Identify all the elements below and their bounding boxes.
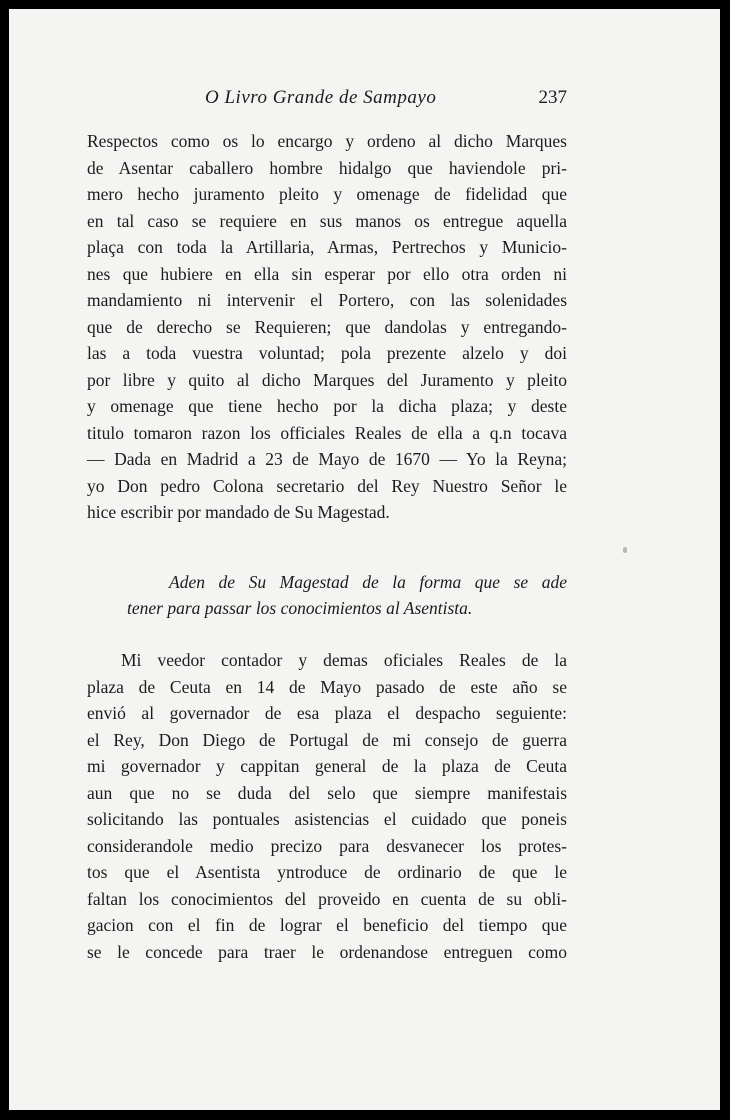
- text-line: mero hecho juramento pleito y omenage de fidelidad que: [87, 184, 567, 204]
- page-header: [87, 87, 567, 117]
- text-line: Respectos como os lo encargo y ordeno al dicho Marques: [87, 131, 567, 151]
- section-heading: [87, 569, 567, 621]
- text-line: Mi veedor contador y demas oficiales Reales de la: [121, 650, 567, 670]
- text-line: se le concede para traer le ordenandose entreguen como: [87, 941, 567, 962]
- heading-line-1: Aden de Su Magestad de la forma que se ade: [169, 572, 567, 592]
- text-line: yo Don pedro Colona secretario del Rey Nuestro Señor le: [87, 475, 567, 496]
- heading-line-2: tener para passar los conocimientos al Asentista.: [127, 598, 473, 618]
- text-line: tos que el Asentista yntroduce de ordinario de que le: [87, 862, 567, 882]
- paragraph-2: [87, 647, 567, 965]
- running-title: O Livro Grande de Sampayo: [205, 87, 437, 108]
- text-line: mi governador y cappitan general de la plaza de Ceuta: [87, 756, 567, 776]
- text-line: hice escribir por mandado de Su Magestad.: [87, 502, 390, 522]
- text-line: las a toda vuestra voluntad; pola prezente alzelo y doi: [87, 343, 567, 363]
- text-line: nes que hubiere en ella sin esperar por ello otra orden ni: [87, 263, 567, 284]
- paper-speck: [623, 547, 627, 553]
- text-line: plaça con toda la Artillaria, Armas, Pertrechos y Municio-: [87, 237, 567, 257]
- book-page: [9, 9, 720, 1110]
- text-line: aun que no se duda del selo que siempre manifestais: [87, 782, 567, 803]
- text-line: solicitando las pontuales asistencias el cuidado que poneis: [87, 809, 567, 829]
- text-line: gacion con el fin de lograr el beneficio del tiempo que: [87, 915, 567, 935]
- text-line: considerandole medio precizo para desvanecer los protes-: [87, 835, 567, 856]
- text-line: titulo tomaron razon los officiales Reales de ella a q.n tocava: [87, 422, 567, 443]
- text-line: de Asentar caballero hombre hidalgo que haviendole pri-: [87, 157, 567, 178]
- text-line: plaza de Ceuta en 14 de Mayo pasado de este año se: [87, 676, 567, 697]
- text-line: en tal caso se requiere en sus manos os entregue aquella: [87, 210, 567, 231]
- text-line: envió al governador de esa plaza el despacho seguiente:: [87, 703, 567, 723]
- text-line: y omenage que tiene hecho por la dicha plaza; y deste: [87, 396, 567, 416]
- text-line: faltan los conocimientos del proveido en cuenta de su obli-: [87, 888, 567, 909]
- text-line: que de derecho se Requieren; que dandolas y entregando-: [87, 316, 567, 337]
- paragraph-1: [87, 128, 567, 526]
- text-line: — Dada en Madrid a 23 de Mayo de 1670 — Yo la Reyna;: [87, 449, 567, 469]
- text-line: por libre y quito al dicho Marques del Juramento y pleito: [87, 369, 567, 390]
- text-line: mandamiento ni intervenir el Portero, con las solenidades: [87, 290, 567, 310]
- page-number: 237: [538, 87, 567, 108]
- text-line: el Rey, Don Diego de Portugal de mi consejo de guerra: [87, 729, 567, 750]
